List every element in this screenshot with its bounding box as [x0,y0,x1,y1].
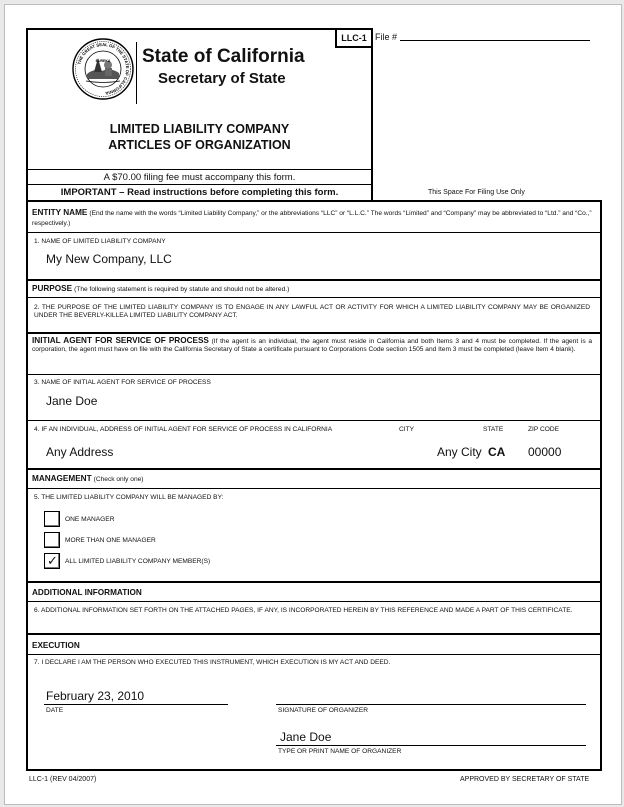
agent-section [32,337,592,354]
filing-use-note: This Space For Filing Use Only [428,189,525,196]
additional-heading: ADDITIONAL INFORMATION [32,588,142,597]
management-section [32,474,144,484]
header-divider [136,42,137,104]
file-number-field[interactable] [400,40,590,41]
fee-notice: A $70.00 filing fee must accompany this form. [103,172,296,183]
one-manager-checkbox[interactable] [44,511,60,527]
more-than-one-manager-checkbox[interactable] [44,532,60,548]
execution-statement: 7. I DECLARE I AM THE PERSON WHO EXECUTED THIS INSTRUMENT, WHICH EXECUTION IS MY ACT AND DEED. [34,659,391,666]
management-label: 5. THE LIMITED LIABILITY COMPANY WILL BE MANAGED BY: [34,494,224,501]
execution-date-label: DATE [46,707,64,714]
agent-name-label: 3. NAME OF INITIAL AGENT FOR SERVICE OF PROCESS [34,379,211,386]
execution-heading: EXECUTION [32,641,80,650]
all-members-label: ALL LIMITED LIABILITY COMPANY MEMBER(S) [65,558,211,565]
svg-text:EUREKA: EUREKA [95,59,111,63]
management-instruction: (Check only one) [93,476,144,483]
agent-heading: INITIAL AGENT FOR SERVICE OF PROCESS [32,336,209,345]
entity-name-instruction: (End the name with the words “Limited Liability Company,” or the abbreviations “LLC” or “L.L.C.” The words “Limited” and “Company” may be abbreviated to “Ltd.” and “Co.,” respectively.) [32,210,592,228]
organizer-name-value[interactable]: Jane Doe [280,730,332,744]
form-revision: LLC-1 (REV 04/2007) [29,776,97,783]
management-heading: MANAGEMENT [32,474,92,483]
agent-name-value[interactable]: Jane Doe [46,394,98,408]
entity-name-heading: ENTITY NAME [32,208,88,217]
execution-date-value[interactable]: February 23, 2010 [46,689,145,703]
footer-rule [26,770,602,771]
agent-city-label: CITY [399,426,415,433]
agent-zip-value[interactable]: 00000 [528,445,562,459]
form-body [26,200,602,771]
file-number-label: File # [375,32,398,42]
signature-line[interactable] [276,704,586,705]
office-title: Secretary of State [158,70,286,87]
state-seal-icon [72,38,134,100]
form-header [26,28,373,202]
more-than-one-manager-label: MORE THAN ONE MANAGER [65,537,156,544]
purpose-instruction: (The following statement is required by statute and should not be altered.) [74,286,290,293]
entity-name-value[interactable]: My New Company, LLC [46,252,172,266]
form-title-line2: ARTICLES OF ORGANIZATION [108,138,291,152]
agent-city-value[interactable]: Any City [437,445,482,459]
date-line [44,704,228,705]
agent-address-label: 4. IF AN INDIVIDUAL, ADDRESS OF INITIAL AGENT FOR SERVICE OF PROCESS IN CALIFORNIA [34,426,333,433]
entity-name-section [32,208,592,228]
purpose-heading: PURPOSE [32,284,73,293]
agent-address-value[interactable]: Any Address [46,445,114,459]
organizer-name-label: TYPE OR PRINT NAME OF ORGANIZER [278,748,402,755]
approval-note: APPROVED BY SECRETARY OF STATE [460,776,590,783]
purpose-statement: 2. THE PURPOSE OF THE LIMITED LIABILITY COMPANY IS TO ENGAGE IN ANY LAWFUL ACT OR ACTIVITY FOR WHICH A LIMITED LIABILITY COMPANY MAY BE ORGANIZED UNDER THE BEVERLY-KILLEA LIMITED LIABILITY COMPANY ACT. [34,304,590,320]
entity-name-label: 1. NAME OF LIMITED LIABILITY COMPANY [34,238,166,245]
agent-state-label: STATE [483,426,504,433]
svg-text:THE GREAT SEAL OF THE STATE OF: THE GREAT SEAL OF THE STATE OF CALIFORNIA [76,41,131,96]
organizer-name-line [276,745,586,746]
important-notice: IMPORTANT – Read instructions before completing this form. [60,187,339,198]
agent-instruction: (If the agent is an individual, the agent must reside in California and both Items 3 and 4 must be completed. If the agent is a corporation, the agent must have on file with the California Secretary of State a certificate pursuant to Corporations Code section 1505 and Item 3 must be completed (leave Item 4 blank). [32,338,592,354]
state-title: State of California [142,46,305,67]
all-members-checkbox[interactable]: ✓ [44,553,60,569]
additional-statement: 6. ADDITIONAL INFORMATION SET FORTH ON THE ATTACHED PAGES, IF ANY, IS INCORPORATED HEREIN BY THIS REFERENCE AND MADE A PART OF THIS CERTIFICATE. [34,607,573,614]
one-manager-label: ONE MANAGER [65,516,115,523]
form-title-line1: LIMITED LIABILITY COMPANY [109,122,290,136]
agent-zip-label: ZIP CODE [528,426,560,433]
form-code-tag: LLC-1 [335,28,373,48]
signature-label: SIGNATURE OF ORGANIZER [278,707,368,714]
purpose-section [32,284,289,294]
agent-state-value[interactable]: CA [488,445,506,459]
